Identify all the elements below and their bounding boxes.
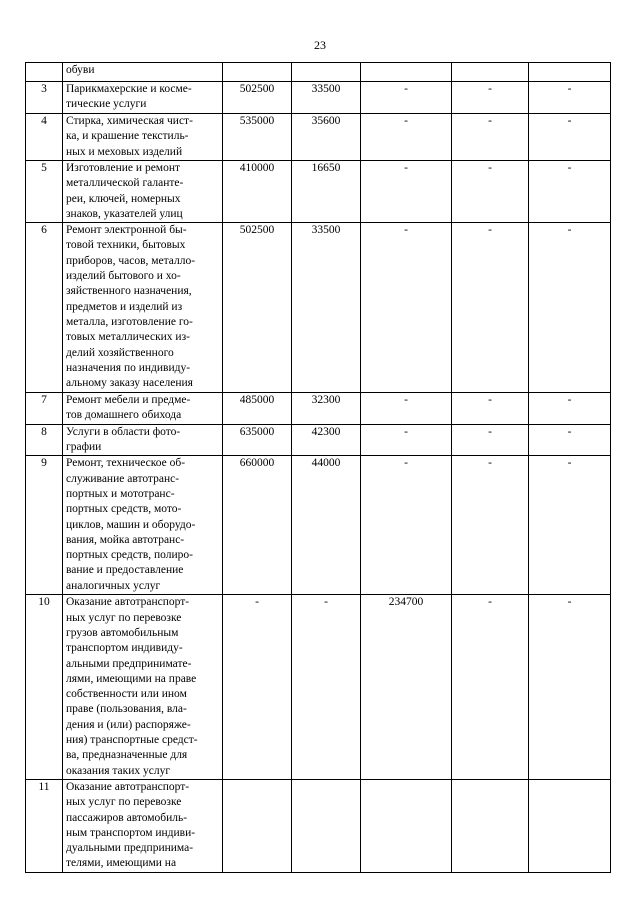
service-name-text: Оказание автотранспорт- ных услуг по перевозке пассажиров автомобиль- ным транспортом индиви- дуальными предпринима- телями, имеющими на (66, 780, 196, 870)
service-name-text: Услуги в области фото- графии (66, 425, 181, 454)
value-cell-1: 635000 (223, 424, 292, 456)
value-cell-4: - (452, 595, 529, 780)
value-cell-3: - (361, 114, 452, 161)
value-cell-1: 502500 (223, 82, 292, 114)
service-name-text: Ремонт мебели и предме- тов домашнего обихода (66, 394, 191, 422)
row-number-cell: 4 (26, 114, 63, 161)
service-name-cell (63, 595, 223, 780)
value-cell-3: - (361, 223, 452, 393)
row-number-cell: 7 (26, 393, 63, 425)
row-number-cell: 6 (26, 223, 63, 393)
value-cell-3: - (361, 161, 452, 223)
value-cell-2 (292, 63, 361, 82)
row-number-cell: 8 (26, 424, 63, 456)
service-name-text: Оказание автотранспорт- ных услуг по перевозке грузов автомобильным транспортом индивиду- альными предпринимате- лями, имеющими на праве собственности или ином праве (пользования, вла- дения и (или) распоряже- ния) транспортные средст- ва, предназначенные для оказания таких услуг (66, 596, 198, 777)
table-row (26, 456, 611, 595)
row-number-cell (26, 63, 63, 82)
value-cell-3: 234700 (361, 595, 452, 780)
row-number-cell: 11 (26, 779, 63, 872)
service-name-cell (63, 161, 223, 223)
value-cell-4: - (452, 424, 529, 456)
value-cell-3 (361, 779, 452, 872)
value-cell-3: - (361, 456, 452, 595)
table-row (26, 114, 611, 161)
value-cell-5: - (529, 456, 611, 595)
tariff-table (25, 62, 611, 873)
page-number: 23 (314, 38, 326, 52)
value-cell-2: 35600 (292, 114, 361, 161)
value-cell-2: 33500 (292, 82, 361, 114)
service-name-cell (63, 779, 223, 872)
value-cell-2: 42300 (292, 424, 361, 456)
service-name-cell (63, 82, 223, 114)
value-cell-4 (452, 779, 529, 872)
row-number-cell: 5 (26, 161, 63, 223)
table-row (26, 779, 611, 872)
table-row (26, 63, 611, 82)
value-cell-1: 410000 (223, 161, 292, 223)
service-name-cell (63, 63, 223, 82)
value-cell-2: - (292, 595, 361, 780)
value-cell-4: - (452, 393, 529, 425)
row-number-cell: 10 (26, 595, 63, 780)
value-cell-2 (292, 779, 361, 872)
value-cell-5: - (529, 161, 611, 223)
table-row (26, 223, 611, 393)
value-cell-4: - (452, 456, 529, 595)
table-row (26, 393, 611, 425)
value-cell-1 (223, 779, 292, 872)
service-name-text: Стирка, химическая чист- ка, и крашение текстиль- ных и меховых изделий (66, 115, 193, 158)
value-cell-3: - (361, 424, 452, 456)
value-cell-5: - (529, 595, 611, 780)
table-row (26, 82, 611, 114)
value-cell-4: - (452, 161, 529, 223)
value-cell-5: - (529, 393, 611, 425)
row-number-cell: 3 (26, 82, 63, 114)
table-row (26, 161, 611, 223)
value-cell-2: 32300 (292, 393, 361, 425)
service-name-text: Ремонт электронной бы- товой техники, бытовых приборов, часов, металло- изделий бытового и хо- зяйственного назначения, предметов и изделий из металла, изготовление го- товых металлических из- делий хозяйственного назначения по индивиду- альному заказу населения (66, 224, 196, 390)
value-cell-1: 535000 (223, 114, 292, 161)
value-cell-2: 44000 (292, 456, 361, 595)
service-name-text: обуви (66, 64, 95, 76)
service-name-cell (63, 456, 223, 595)
value-cell-3: - (361, 82, 452, 114)
value-cell-1: 502500 (223, 223, 292, 393)
table-row (26, 595, 611, 780)
value-cell-2: 33500 (292, 223, 361, 393)
value-cell-5 (529, 63, 611, 82)
value-cell-4 (452, 63, 529, 82)
value-cell-1 (223, 63, 292, 82)
value-cell-1: 660000 (223, 456, 292, 595)
service-name-cell (63, 223, 223, 393)
value-cell-3 (361, 63, 452, 82)
service-name-cell (63, 393, 223, 425)
value-cell-2: 16650 (292, 161, 361, 223)
value-cell-5: - (529, 424, 611, 456)
service-name-cell (63, 424, 223, 456)
service-name-cell (63, 114, 223, 161)
service-name-text: Изготовление и ремонт металлической галанте- реи, ключей, номерных знаков, указателей улиц (66, 162, 184, 220)
value-cell-4: - (452, 82, 529, 114)
table-row (26, 424, 611, 456)
value-cell-1: - (223, 595, 292, 780)
value-cell-5 (529, 779, 611, 872)
row-number-cell: 9 (26, 456, 63, 595)
value-cell-4: - (452, 223, 529, 393)
service-name-text: Парикмахерские и косме- тические услуги (66, 83, 192, 111)
value-cell-1: 485000 (223, 393, 292, 425)
value-cell-5: - (529, 82, 611, 114)
value-cell-5: - (529, 223, 611, 393)
value-cell-4: - (452, 114, 529, 161)
service-name-text: Ремонт, техническое об- служивание автотранс- портных и мототранс- портных средств, мото- циклов, машин и оборудо- вания, мойка автотранс- портных средств, полиро- вание и предоставление аналогичных услуг (66, 457, 196, 592)
value-cell-3: - (361, 393, 452, 425)
value-cell-5: - (529, 114, 611, 161)
